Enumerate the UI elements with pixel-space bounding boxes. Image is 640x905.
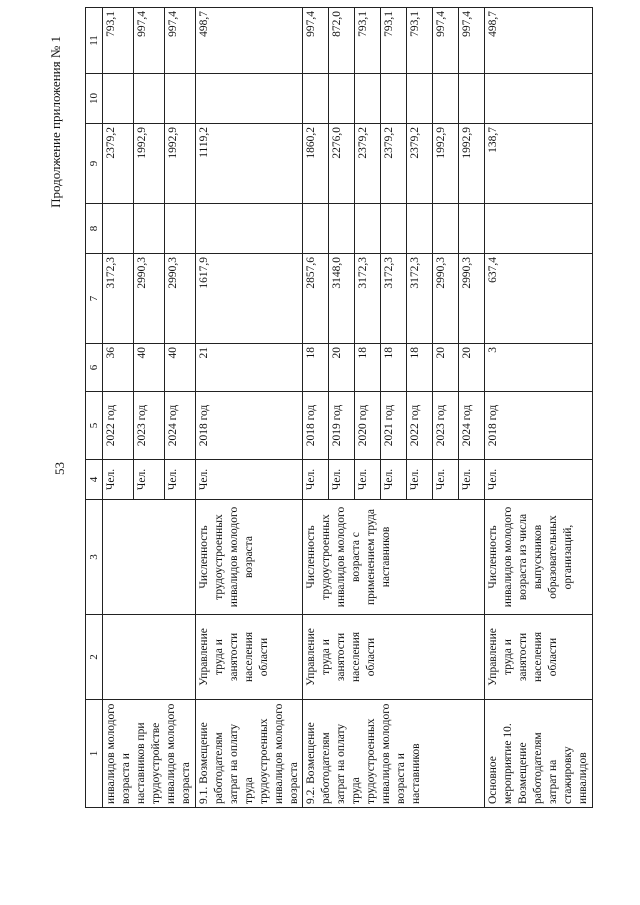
total-cell: 637,4 bbox=[485, 254, 593, 344]
value-cell: 2379,2 bbox=[407, 124, 433, 204]
unit-cell: Чел. bbox=[165, 460, 196, 500]
year-cell: 2022 год bbox=[407, 392, 433, 460]
table-row bbox=[303, 8, 329, 808]
unit-cell: Чел. bbox=[303, 460, 329, 500]
unit-cell: Чел. bbox=[329, 460, 355, 500]
value-cell bbox=[433, 204, 459, 254]
value-cell: 997,4 bbox=[459, 8, 485, 74]
year-cell: 2019 год bbox=[329, 392, 355, 460]
value-cell bbox=[459, 74, 485, 124]
activity-name: инвалидов молодого возраста и наставников при трудоустройстве инвалидов молодого возраста bbox=[103, 700, 196, 808]
unit-cell: Чел. bbox=[195, 460, 303, 500]
total-cell: 2990,3 bbox=[134, 254, 165, 344]
column-header: 2 bbox=[86, 615, 103, 700]
year-cell: 2024 год bbox=[459, 392, 485, 460]
value-cell: 1992,9 bbox=[134, 124, 165, 204]
value-cell bbox=[355, 204, 381, 254]
year-cell: 2022 год bbox=[103, 392, 134, 460]
value-cell bbox=[355, 74, 381, 124]
total-cell: 3172,3 bbox=[103, 254, 134, 344]
value-cell bbox=[459, 204, 485, 254]
year-cell: 2024 год bbox=[165, 392, 196, 460]
value-cell bbox=[134, 204, 165, 254]
value-cell: 872,0 bbox=[329, 8, 355, 74]
value-cell: 997,4 bbox=[165, 8, 196, 74]
year-cell: 2021 год bbox=[381, 392, 407, 460]
quantity-cell: 40 bbox=[165, 344, 196, 392]
value-cell: 498,7 bbox=[195, 8, 303, 74]
total-cell: 2990,3 bbox=[459, 254, 485, 344]
total-cell: 1617,9 bbox=[195, 254, 303, 344]
column-header: 5 bbox=[86, 392, 103, 460]
column-header: 4 bbox=[86, 460, 103, 500]
value-cell: 2379,2 bbox=[103, 124, 134, 204]
column-header: 7 bbox=[86, 254, 103, 344]
value-cell: 138,7 bbox=[485, 124, 593, 204]
value-cell: 2379,2 bbox=[355, 124, 381, 204]
year-cell: 2023 год bbox=[433, 392, 459, 460]
value-cell: 1992,9 bbox=[165, 124, 196, 204]
activity-name: Основное мероприятие 10. Возмещение работодателям затрат на стажировку инвалидов bbox=[485, 700, 593, 808]
column-header: 1 bbox=[86, 700, 103, 808]
year-cell: 2020 год bbox=[355, 392, 381, 460]
quantity-cell: 20 bbox=[459, 344, 485, 392]
value-cell: 793,1 bbox=[103, 8, 134, 74]
year-cell: 2018 год bbox=[303, 392, 329, 460]
column-header: 10 bbox=[86, 74, 103, 124]
unit-cell: Чел. bbox=[485, 460, 593, 500]
value-cell bbox=[195, 204, 303, 254]
quantity-cell: 20 bbox=[329, 344, 355, 392]
quantity-cell: 21 bbox=[195, 344, 303, 392]
value-cell bbox=[485, 204, 593, 254]
value-cell bbox=[165, 74, 196, 124]
unit-cell: Чел. bbox=[407, 460, 433, 500]
table-row bbox=[195, 8, 303, 808]
year-cell: 2018 год bbox=[485, 392, 593, 460]
total-cell: 2990,3 bbox=[433, 254, 459, 344]
responsible-executor: Управление труда и занятости населения области bbox=[303, 615, 485, 700]
value-cell: 793,1 bbox=[407, 8, 433, 74]
value-cell: 498,7 bbox=[485, 8, 593, 74]
quantity-cell: 36 bbox=[103, 344, 134, 392]
value-cell bbox=[195, 74, 303, 124]
value-cell: 1992,9 bbox=[459, 124, 485, 204]
activity-name: 9.2. Возмещение работодателям затрат на оплату труда трудоустроенных инвалидов молодого возраста и наставников bbox=[303, 700, 485, 808]
value-cell: 2379,2 bbox=[381, 124, 407, 204]
value-cell bbox=[134, 74, 165, 124]
year-cell: 2023 год bbox=[134, 392, 165, 460]
column-header: 8 bbox=[86, 204, 103, 254]
value-cell bbox=[103, 74, 134, 124]
quantity-cell: 18 bbox=[381, 344, 407, 392]
value-cell bbox=[407, 204, 433, 254]
column-header: 3 bbox=[86, 500, 103, 615]
total-cell: 3172,3 bbox=[381, 254, 407, 344]
total-cell: 3172,3 bbox=[355, 254, 381, 344]
table-row bbox=[485, 8, 593, 808]
total-cell: 3172,3 bbox=[407, 254, 433, 344]
indicator-name: Численность инвалидов молодого возраста из числа выпускников образовательных организаций, bbox=[485, 500, 593, 615]
page-number: 53 bbox=[52, 462, 67, 475]
value-cell: 1992,9 bbox=[433, 124, 459, 204]
value-cell bbox=[165, 204, 196, 254]
value-cell bbox=[485, 74, 593, 124]
column-header: 9 bbox=[86, 124, 103, 204]
year-cell: 2018 год bbox=[195, 392, 303, 460]
activity-name: 9.1. Возмещение работодателям затрат на оплату труда трудоустроенных инвалидов молодого возраста bbox=[195, 700, 303, 808]
value-cell: 997,4 bbox=[303, 8, 329, 74]
value-cell: 2276,0 bbox=[329, 124, 355, 204]
value-cell: 793,1 bbox=[355, 8, 381, 74]
responsible-executor: Управление труда и занятости населения области bbox=[485, 615, 593, 700]
value-cell: 793,1 bbox=[381, 8, 407, 74]
unit-cell: Чел. bbox=[134, 460, 165, 500]
total-cell: 3148,0 bbox=[329, 254, 355, 344]
value-cell: 997,4 bbox=[134, 8, 165, 74]
quantity-cell: 40 bbox=[134, 344, 165, 392]
appendix-note: Продолжение приложения № 1 bbox=[48, 36, 63, 208]
column-number-row bbox=[86, 8, 103, 808]
column-header: 11 bbox=[86, 8, 103, 74]
quantity-cell: 18 bbox=[303, 344, 329, 392]
unit-cell: Чел. bbox=[381, 460, 407, 500]
indicator-name: Численность трудоустроенных инвалидов молодого возраста с применением труда наставников bbox=[303, 500, 485, 615]
total-cell: 2990,3 bbox=[165, 254, 196, 344]
indicator-name: Численность трудоустроенных инвалидов молодого возраста bbox=[195, 500, 303, 615]
value-cell bbox=[103, 204, 134, 254]
quantity-cell: 18 bbox=[355, 344, 381, 392]
unit-cell: Чел. bbox=[355, 460, 381, 500]
responsible-executor bbox=[103, 615, 196, 700]
budget-table bbox=[85, 7, 593, 808]
unit-cell: Чел. bbox=[459, 460, 485, 500]
value-cell bbox=[303, 204, 329, 254]
value-cell bbox=[433, 74, 459, 124]
value-cell bbox=[381, 204, 407, 254]
table-row bbox=[103, 8, 134, 808]
unit-cell: Чел. bbox=[103, 460, 134, 500]
indicator-name bbox=[103, 500, 196, 615]
value-cell bbox=[329, 204, 355, 254]
quantity-cell: 18 bbox=[407, 344, 433, 392]
value-cell bbox=[303, 74, 329, 124]
column-header: 6 bbox=[86, 344, 103, 392]
value-cell bbox=[381, 74, 407, 124]
value-cell: 1860,2 bbox=[303, 124, 329, 204]
total-cell: 2857,6 bbox=[303, 254, 329, 344]
value-cell bbox=[329, 74, 355, 124]
value-cell: 1119,2 bbox=[195, 124, 303, 204]
value-cell: 997,4 bbox=[433, 8, 459, 74]
unit-cell: Чел. bbox=[433, 460, 459, 500]
quantity-cell: 20 bbox=[433, 344, 459, 392]
quantity-cell: 3 bbox=[485, 344, 593, 392]
responsible-executor: Управление труда и занятости населения области bbox=[195, 615, 303, 700]
value-cell bbox=[407, 74, 433, 124]
